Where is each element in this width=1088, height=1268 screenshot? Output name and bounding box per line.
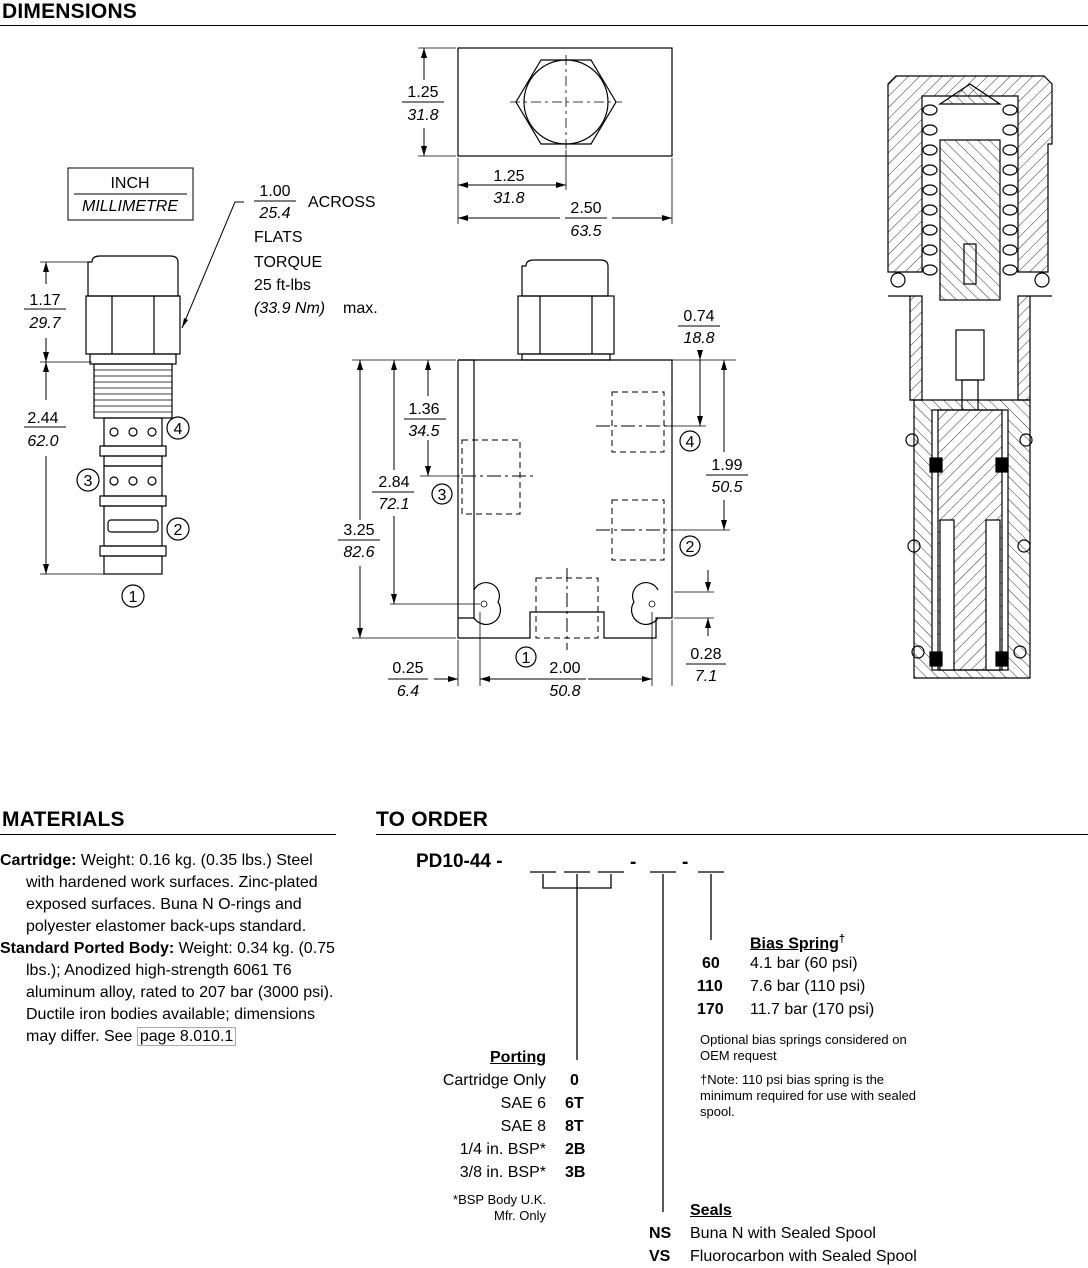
across-label: ACROSS <box>308 194 376 211</box>
hex-height-mm: 29.7 <box>29 315 61 332</box>
port2-span-mm: 50.5 <box>711 479 743 496</box>
bias-code-60: 60 <box>702 955 720 972</box>
flats-label: FLATS <box>254 229 303 246</box>
seal-desc-vs: Fluorocarbon with Sealed Spool <box>690 1248 917 1265</box>
bias-spring-title: Bias Spring† <box>750 933 846 953</box>
porting-desc-8t: SAE 8 <box>500 1118 546 1135</box>
cartridge-text: Weight: 0.16 kg. (0.35 lbs.) Steel with hardened work surfaces. Zinc-plated exposed surfaces. Buna N O-rings and polyester elastomer back-ups standard. <box>26 852 318 935</box>
port4-depth-mm: 34.5 <box>408 423 440 440</box>
page-link[interactable]: page 8.010.1 <box>137 1027 236 1046</box>
porting-bsp-note: *BSP Body U.K. Mfr. Only <box>453 1192 546 1223</box>
top-height-in: 1.25 <box>407 84 439 101</box>
torque-value: 25 ft-lbs <box>254 277 311 294</box>
total-height-mm: 82.6 <box>343 544 375 561</box>
top-center-mm: 31.8 <box>493 190 525 207</box>
body-label: Standard Ported Body: <box>0 940 175 957</box>
bias-desc-60: 4.1 bar (60 psi) <box>750 955 858 972</box>
port3-depth-mm: 72.1 <box>378 496 410 513</box>
body-port-2: 2 <box>685 539 695 556</box>
cartridge-label: Cartridge: <box>0 852 77 869</box>
bias-note-110: †Note: 110 psi bias spring is the minimum required for use with sealed spool. <box>700 1072 917 1119</box>
seals-title: Seals <box>690 1202 732 1219</box>
bias-desc-110: 7.6 bar (110 psi) <box>750 978 866 995</box>
model-code: PD10-44 - <box>416 851 503 872</box>
across-flats-mm: 25.4 <box>259 205 291 222</box>
port3-depth-in: 2.84 <box>378 474 410 491</box>
legend-inch: INCH <box>110 175 150 192</box>
svg-text:-: - <box>682 852 689 873</box>
porting-desc-6t: SAE 6 <box>500 1095 546 1112</box>
top-width-in: 2.50 <box>570 200 602 217</box>
port4-offset-mm: 18.8 <box>683 330 715 347</box>
torque-label: TORQUE <box>254 254 323 271</box>
seal-code-ns: NS <box>649 1225 672 1242</box>
svg-text:-: - <box>630 852 637 873</box>
mount-right-in: 0.28 <box>690 646 722 663</box>
porting-desc-3b: 3/8 in. BSP* <box>459 1164 546 1181</box>
top-width-mm: 63.5 <box>570 223 602 240</box>
porting-code-6t: 6T <box>565 1095 584 1112</box>
bias-desc-170: 11.7 bar (170 psi) <box>750 1001 875 1018</box>
hex-height-in: 1.17 <box>29 292 61 309</box>
mount-span-mm: 50.8 <box>549 683 581 700</box>
body-length-mm: 62.0 <box>27 433 59 450</box>
body-length-in: 2.44 <box>27 410 59 427</box>
mount-left-mm: 6.4 <box>396 683 420 700</box>
porting-code-8t: 8T <box>565 1118 584 1135</box>
cartridge-port-4: 4 <box>173 421 183 438</box>
cartridge-port-1: 1 <box>128 589 138 606</box>
seal-desc-ns: Buna N with Sealed Spool <box>690 1225 876 1242</box>
to-order-heading: TO ORDER <box>376 808 489 831</box>
bias-code-170: 170 <box>697 1001 724 1018</box>
porting-title: Porting <box>490 1049 546 1066</box>
mount-span-in: 2.00 <box>549 660 581 677</box>
porting-code-0: 0 <box>570 1072 579 1089</box>
total-height-in: 3.25 <box>343 522 375 539</box>
porting-desc-0: Cartridge Only <box>442 1072 546 1089</box>
body-port-1: 1 <box>521 650 531 667</box>
body-text: Weight: 0.34 kg. (0.75 lbs.); Anodized high-strength 6061 T6 aluminum alloy, rated to 207 bar (3000 psi). Ductile iron bodies available; dimensions may differ. See <box>26 940 335 1045</box>
torque-nm: (33.9 Nm) <box>254 300 326 317</box>
cartridge-port-3: 3 <box>83 473 93 490</box>
bias-code-110: 110 <box>697 978 723 995</box>
top-center-in: 1.25 <box>493 168 525 185</box>
porting-code-3b: 3B <box>565 1164 586 1181</box>
porting-desc-2b: 1/4 in. BSP* <box>459 1141 546 1158</box>
seal-code-vs: VS <box>649 1248 671 1265</box>
dimensions-heading: DIMENSIONS <box>2 0 138 23</box>
torque-max: max. <box>343 300 378 317</box>
mount-right-mm: 7.1 <box>694 668 718 685</box>
top-height-mm: 31.8 <box>407 107 439 124</box>
body-port-3: 3 <box>437 487 447 504</box>
body-port-4: 4 <box>685 434 695 451</box>
cartridge-port-2: 2 <box>173 522 183 539</box>
across-flats-in: 1.00 <box>259 183 291 200</box>
port4-offset-in: 0.74 <box>683 308 715 325</box>
port2-span-in: 1.99 <box>711 457 743 474</box>
materials-heading: MATERIALS <box>2 808 125 831</box>
mount-left-in: 0.25 <box>392 660 424 677</box>
porting-code-2b: 2B <box>565 1141 586 1158</box>
legend-millimetre: MILLIMETRE <box>81 198 179 215</box>
port4-depth-in: 1.36 <box>408 401 440 418</box>
bias-note-oem: Optional bias springs considered on OEM request <box>700 1032 907 1063</box>
